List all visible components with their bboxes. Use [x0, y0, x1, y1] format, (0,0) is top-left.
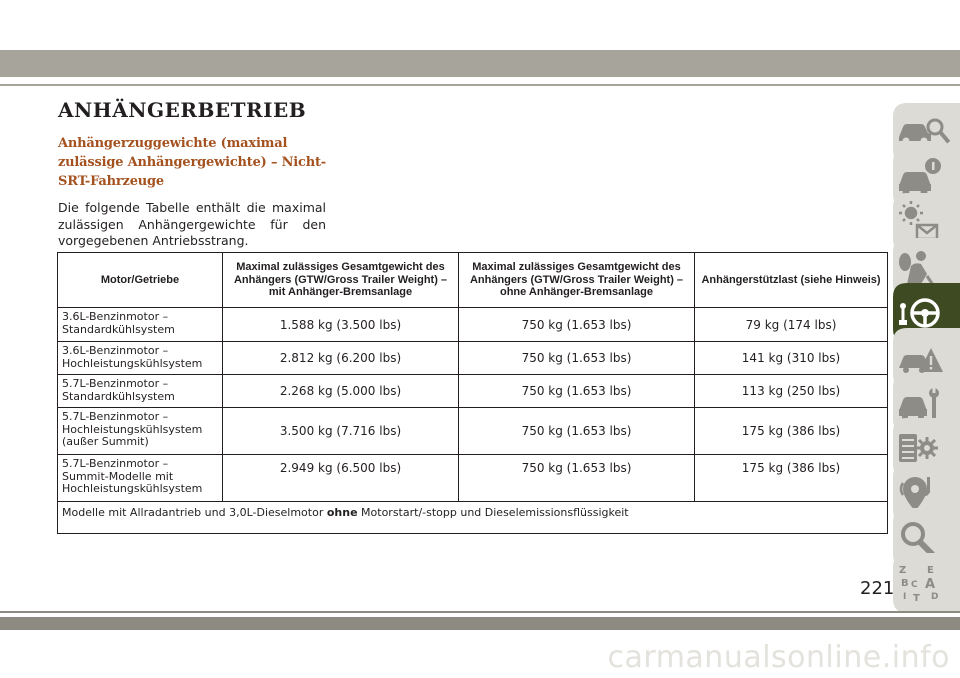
engine-cell: 5.7L-Benzinmotor – Hochleistungskühlsystem (außer Summit): [58, 408, 223, 455]
index-letter: B: [901, 578, 909, 589]
table-footnote: [58, 502, 888, 534]
intro-paragraph: Die folgende Tabelle enthält die maximal zulässigen Anhängergewichte für den vorgegebenen Antriebsstrang.: [58, 200, 326, 248]
index-letter: E: [927, 565, 934, 576]
tongue-weight-cell: 79 kg (174 lbs): [695, 308, 888, 342]
without-brakes-cell: 750 kg (1.653 lbs): [459, 375, 695, 408]
engine-cell: 3.6L-Benzinmotor – Hochleistungskühlsystem: [58, 342, 223, 375]
bottom-decor-line: [0, 611, 960, 613]
footnote-text-start: Modelle mit Allradantrieb und 3,0L-Dieselmotor: [62, 506, 324, 519]
engine-cell: 3.6L-Benzinmotor – Standardkühlsystem: [58, 308, 223, 342]
watermark-text: carmanualsonline.info: [607, 640, 950, 675]
with-brakes-cell: 1.588 kg (3.500 lbs): [223, 308, 459, 342]
bottom-decor-band: [0, 617, 960, 630]
index-letter: T: [913, 593, 920, 604]
column-header-with-brakes: Maximal zulässiges Gesamtgewicht des Anhängers (GTW/Gross Trailer Weight) – mit Anhänger-Bremsanlage: [223, 253, 459, 308]
subsection-heading: Anhängerzuggewichte (maximal zulässige Anhängergewichte) – Nicht-SRT-Fahrzeuge: [58, 136, 326, 189]
tab-alphabetical-index[interactable]: [887, 553, 960, 613]
page-number: 221: [860, 578, 895, 599]
table-row: [58, 408, 888, 455]
engine-cell: 5.7L-Benzinmotor – Summit-Modelle mit Hochleistungskühlsystem: [58, 455, 223, 502]
with-brakes-cell: 2.812 kg (6.200 lbs): [223, 342, 459, 375]
top-decor-band: [0, 50, 960, 77]
tongue-weight-cell: 113 kg (250 lbs): [695, 375, 888, 408]
column-header-tongue-weight: Anhängerstützlast (siehe Hinweis): [695, 253, 888, 308]
footnote-text-end: Motorstart/-stopp und Dieselemissionsflüssigkeit: [361, 506, 629, 519]
index-letter: A: [925, 577, 936, 592]
without-brakes-cell: 750 kg (1.653 lbs): [459, 408, 695, 455]
table-row: [58, 308, 888, 342]
footnote-emphasis: ohne: [326, 506, 358, 519]
table-row: [58, 455, 888, 502]
tongue-weight-cell: 175 kg (386 lbs): [695, 455, 888, 502]
index-letter: I: [903, 592, 907, 602]
column-header-engine: Motor/Getriebe: [58, 253, 223, 308]
engine-cell: 5.7L-Benzinmotor – Standardkühlsystem: [58, 375, 223, 408]
without-brakes-cell: 750 kg (1.653 lbs): [459, 455, 695, 502]
trailer-weight-table: [57, 252, 888, 534]
index-letter: D: [931, 592, 939, 602]
table-row: [58, 342, 888, 375]
with-brakes-cell: 2.949 kg (6.500 lbs): [223, 455, 459, 502]
with-brakes-cell: 2.268 kg (5.000 lbs): [223, 375, 459, 408]
with-brakes-cell: 3.500 kg (7.716 lbs): [223, 408, 459, 455]
index-letter: C: [911, 580, 918, 590]
without-brakes-cell: 750 kg (1.653 lbs): [459, 342, 695, 375]
table-row: [58, 375, 888, 408]
without-brakes-cell: 750 kg (1.653 lbs): [459, 308, 695, 342]
table-footer-row: [58, 502, 888, 534]
index-letter: Z: [899, 565, 907, 576]
tongue-weight-cell: 141 kg (310 lbs): [695, 342, 888, 375]
column-header-without-brakes: Maximal zulässiges Gesamtgewicht des Anhängers (GTW/Gross Trailer Weight) – ohne Anhänger-Bremsanlage: [459, 253, 695, 308]
section-heading: ANHÄNGERBETRIEB: [58, 98, 307, 122]
tongue-weight-cell: 175 kg (386 lbs): [695, 408, 888, 455]
top-decor-line: [0, 84, 960, 86]
table-header-row: [58, 253, 888, 308]
